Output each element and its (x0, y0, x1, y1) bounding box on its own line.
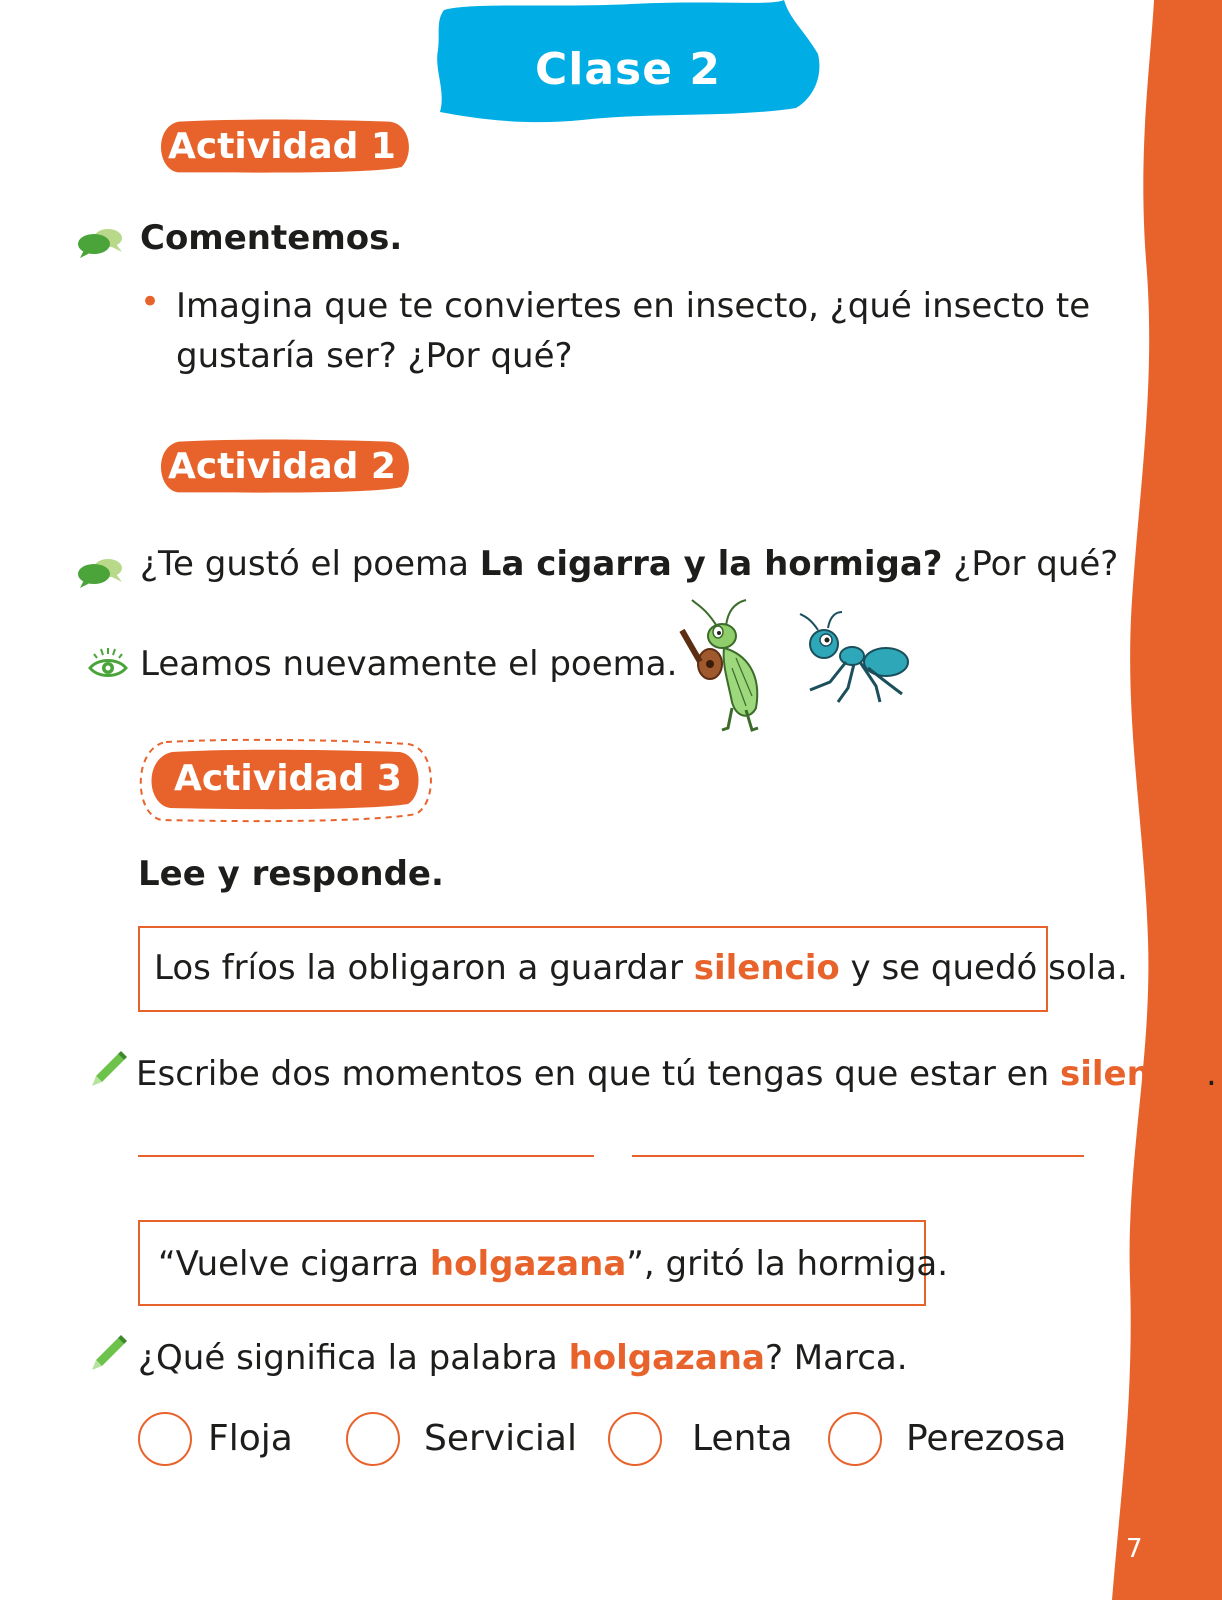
class-title: Clase 2 (534, 44, 722, 95)
poem-title: La cigarra y la hormiga? (479, 544, 943, 584)
cricket-with-guitar-illustration (666, 598, 784, 738)
read-again-text: Leamos nuevamente el poema. (140, 644, 678, 684)
option-servicial-label: Servicial (424, 1418, 577, 1459)
question-suffix: ¿Por qué? (942, 544, 1119, 584)
task-2-prefix: ¿Qué significa la palabra (138, 1338, 569, 1378)
task-1-prefix: Escribe dos momentos en que tú tengas que estar en (136, 1054, 1060, 1094)
blue-ant-illustration (790, 610, 916, 710)
activity-1-prompt: Comentemos. (140, 218, 403, 258)
speech-bubbles-icon (76, 226, 124, 260)
activity-2-label: Actividad 2 (168, 446, 396, 487)
sentence-box-2-text (158, 1240, 948, 1288)
sentence-1-prefix: Los fríos la obligaron a guardar (154, 948, 694, 988)
sentence-2-suffix: ”, gritó la hormiga. (626, 1244, 949, 1284)
pencil-icon (88, 1046, 130, 1088)
bullet-text-line-1: Imagina que te conviertes en insecto, ¿qué insecto te (176, 286, 1091, 326)
sentence-box-1-text (154, 944, 1128, 992)
highlight-word-silencio: silencio (1059, 1054, 1206, 1094)
eye-icon (88, 646, 128, 680)
page-number: 7 (1126, 1534, 1143, 1564)
option-floja-checkbox[interactable] (138, 1412, 192, 1466)
bullet-text-line-2: gustaría ser? ¿Por qué? (176, 336, 573, 376)
bullet-marker: • (140, 282, 161, 322)
option-floja-label: Floja (208, 1418, 293, 1459)
sentence-2-prefix: “Vuelve cigarra (158, 1244, 430, 1284)
highlight-word-silencio: silencio (693, 948, 840, 988)
answer-line-1[interactable] (138, 1155, 594, 1157)
highlight-word-holgazana: holgazana (429, 1244, 627, 1284)
option-servicial-checkbox[interactable] (346, 1412, 400, 1466)
option-perezosa-checkbox[interactable] (828, 1412, 882, 1466)
option-perezosa-label: Perezosa (906, 1418, 1067, 1459)
highlight-word-holgazana: holgazana (568, 1338, 765, 1378)
activity-3-instruction: Lee y responde. (138, 854, 444, 894)
task-1-suffix: . (1205, 1054, 1217, 1094)
activity-2-question (140, 540, 1118, 588)
question-prefix: ¿Te gustó el poema (140, 544, 480, 584)
activity-1-label: Actividad 1 (168, 126, 396, 167)
task-2-text (138, 1334, 908, 1382)
sentence-1-suffix: y se quedó sola. (839, 948, 1128, 988)
option-lenta-label: Lenta (692, 1418, 793, 1459)
task-1-text (136, 1050, 1217, 1098)
answer-line-2[interactable] (632, 1155, 1084, 1157)
pencil-icon (88, 1330, 130, 1372)
option-lenta-checkbox[interactable] (608, 1412, 662, 1466)
speech-bubbles-icon (76, 556, 124, 590)
activity-3-label: Actividad 3 (174, 758, 402, 799)
task-2-suffix: ? Marca. (764, 1338, 908, 1378)
